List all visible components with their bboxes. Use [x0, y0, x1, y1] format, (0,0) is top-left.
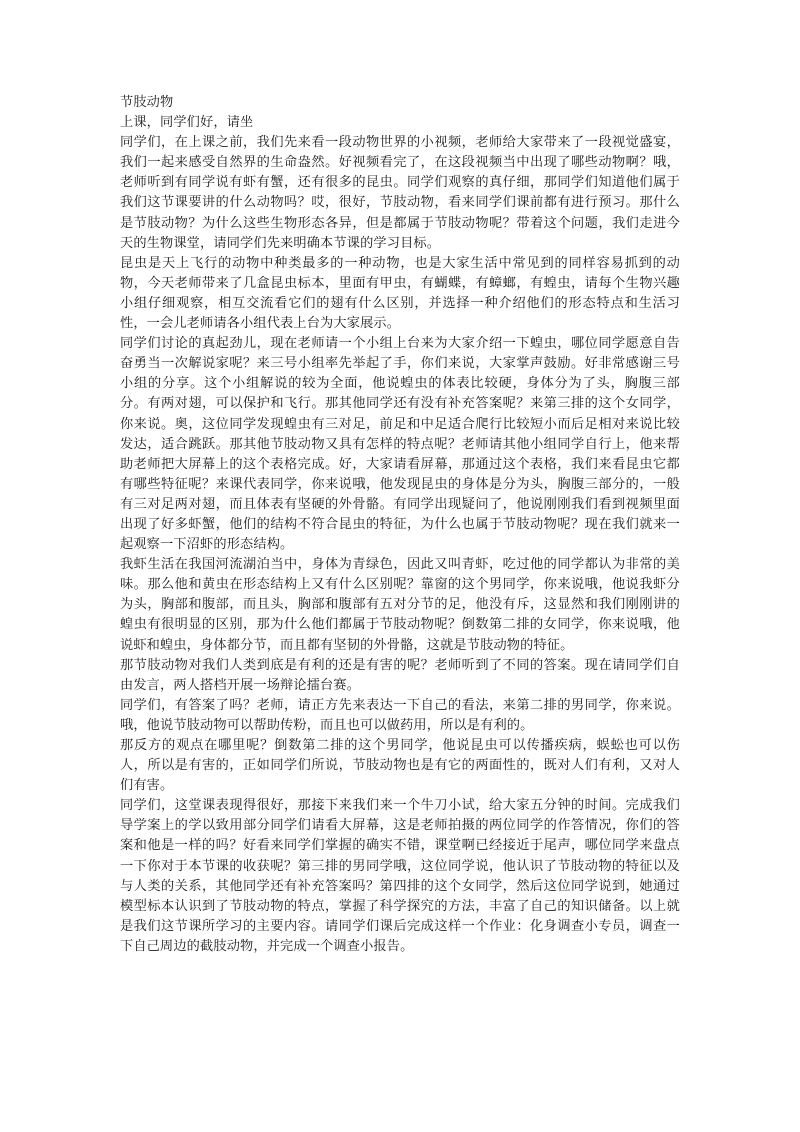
paragraph: 那节肢动物对我们人类到底是有利的还是有害的呢？老师听到了不同的答案。现在请同学们自由发言，两人搭档开展一场辩论擂台赛。	[120, 657, 680, 693]
paragraph: 同学们，这堂课表现得很好，那接下来我们来一个牛刀小试，给大家五分钟的时间。完成我们导学案上的学以致用部分同学们请看大屏幕，这是老师拍摄的两位同学的作答情况，你们的答案和他是一样的吗？好看来同学们掌握的确实不错，课堂啊已经接近于尾声，哪位同学来盘点一下你对于本节课的收获呢？第三排的男同学哦，这位同学说，他认识了节肢动物的特征以及与人类的关系，其他同学还有补充答案吗？第四排的这个女同学，然后这位同学说到，她通过模型标本认识到了节肢动物的特点，掌握了科学探究的方法，丰富了自己的知识储备。以上就是我们这节课所学习的主要内容。请同学们课后完成这样一个作业：化身调查小专员，调查一下自己周边的截肢动物，并完成一个调查小报告。	[120, 798, 680, 954]
paragraph: 同学们，在上课之前，我们先来看一段动物世界的小视频，老师给大家带来了一段视觉盛宴，我们一起来感受自然界的生命盎然。好视频看完了，在这段视频当中出现了哪些动物啊？哦，老师听到有同学说有虾有蟹，还有很多的昆虫。同学们观察的真仔细，那同学们知道他们属于我们这节课要讲的什么动物吗？哎，很好，节肢动物，看来同学们课前都有进行预习。那什么是节肢动物？为什么这些生物形态各异，但是都属于节肢动物呢？带着这个问题，我们走进今天的生物课堂，请同学们先来明确本节课的学习目标。	[120, 135, 680, 251]
document-page	[120, 93, 680, 957]
paragraph: 同学们，有答案了吗？老师，请正方先来表达一下自己的看法，来第二排的男同学，你来说。哦，他说节肢动物可以帮助传粉，而且也可以做药用，所以是有利的。	[120, 697, 680, 733]
paragraph: 我虾生活在我国河流湖泊当中，身体为青绿色，因此又叫青虾，吃过他的同学都认为非常的美味。那么他和黄虫在形态结构上又有什么区别呢？靠窗的这个男同学，你来说哦，他说我虾分为头，胸部和腹部，而且头，胸部和腹部有五对分节的足，他没有斥，这显然和我们刚刚讲的蝗虫有很明显的区别，那为什么他们都属于节肢动物呢？倒数第二排的女同学，你来说哦，他说虾和蝗虫，身体都分节，而且都有坚韧的外骨骼，这就是节肢动物的特征。	[120, 557, 680, 653]
paragraph: 同学们讨论的真起劲儿，现在老师请一个小组上台来为大家介绍一下蝗虫，哪位同学愿意自告奋勇当一次解说家呢？来三号小组率先举起了手，你们来说，大家掌声鼓励。好非常感谢三号小组的分享。这个小组解说的较为全面，他说蝗虫的体表比较硬，身体分为了头，胸腹三部分。有两对翅，可以保护和飞行。那其他同学还有没有补充答案呢？来第三排的这个女同学，你来说。奥，这位同学发现蝗虫有三对足，前足和中足适合爬行比较短小而后足相对来说比较发达，适合跳跃。那其他节肢动物又具有怎样的特点呢？老师请其他小组同学自行上，他来帮助老师把大屏幕上的这个表格完成。好，大家请看屏幕，那通过这个表格，我们来看昆虫它都有哪些特征呢？来课代表同学，你来说哦，他发现昆虫的身体是分为头，胸腹三部分的，一般有三对足两对翅，而且体表有坚硬的外骨骼。有同学出现疑问了，他说刚刚我们看到视频里面出现了好多虾蟹，他们的结构不符合昆虫的特征，为什么也属于节肢动物呢？现在我们就来一起观察一下沼虾的形态结构。	[120, 336, 680, 553]
paragraph: 那反方的观点在哪里呢？倒数第二排的这个男同学，他说昆虫可以传播疾病，蜈蚣也可以伤人，所以是有害的，正如同学们所说，节肢动物也是有它的两面性的，既对人们有利，又对人们有害。	[120, 738, 680, 794]
paragraph: 昆虫是天上飞行的动物中种类最多的一种动物，也是大家生活中常见到的同样容易抓到的动物，今天老师带来了几盒昆虫标本，里面有甲虫，有蝴蝶，有蟑螂，有蝗虫，请每个生物兴趣小组仔细观察，相互交流看它们的翅有什么区别，并选择一种介绍他们的形态特点和生活习性，一会儿老师请各小组代表上台为大家展示。	[120, 255, 680, 332]
paragraph: 上课，同学们好，请坐	[120, 115, 254, 131]
document-title: 节肢动物	[120, 95, 174, 110]
